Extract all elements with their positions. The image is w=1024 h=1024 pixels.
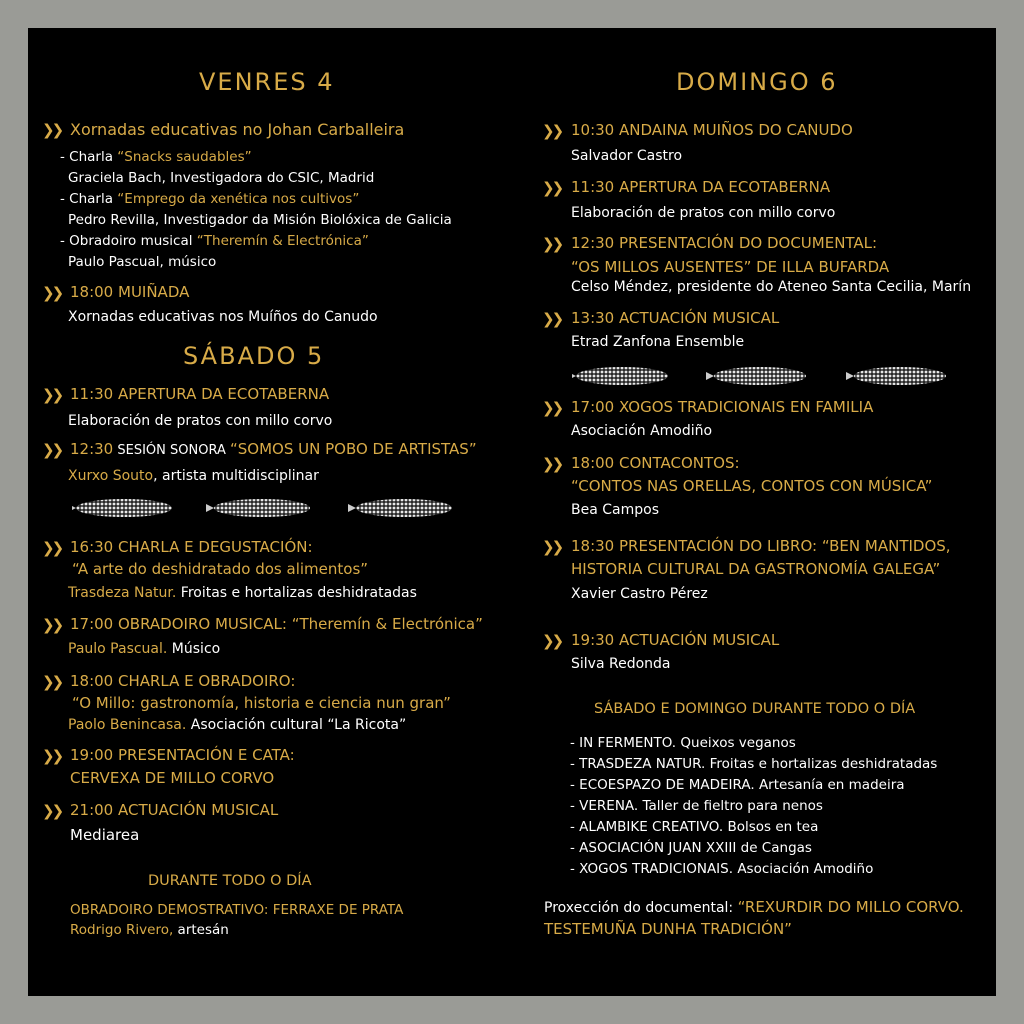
corn-cob-icon	[206, 499, 310, 517]
event-subtitle: “CONTOS NAS ORELLAS, CONTOS CON MÚSICA”	[571, 477, 933, 495]
talk-line	[60, 191, 359, 207]
all-day-item: OBRADOIRO DEMOSTRATIVO: FERRAXE DE PRATA	[70, 902, 404, 918]
event-title: 18:00 CHARLA E OBRADOIRO:	[70, 672, 296, 690]
event-type: SESIÓN SONORA	[113, 443, 230, 458]
double-chevron-icon: ❯❯	[42, 539, 62, 557]
event-subtitle: HISTORIA CULTURAL DA GASTRONOMÍA GALEGA”	[571, 560, 941, 578]
screening-line	[544, 898, 964, 916]
screening-title: “REXURDIR DO MILLO CORVO.	[737, 898, 964, 916]
day-heading-sabado: SÁBADO 5	[183, 342, 325, 370]
event-subtitle: “OS MILLOS AUSENTES” DE ILLA BUFARDA	[571, 258, 890, 276]
double-chevron-icon: ❯❯	[542, 632, 562, 650]
corn-cob-icon	[72, 499, 172, 517]
vendor-item: - ALAMBIKE CREATIVO. Bolsos en tea	[570, 819, 819, 835]
producer-desc: Froitas e hortalizas deshidratadas	[176, 585, 417, 601]
all-day-heading: DURANTE TODO O DÍA	[148, 873, 312, 889]
double-chevron-icon: ❯❯	[42, 673, 62, 691]
event-title: 19:30 ACTUACIÓN MUSICAL	[571, 631, 780, 649]
event-name: “SOMOS UN POBO DE ARTISTAS”	[229, 440, 477, 458]
performer-role: Músico	[167, 641, 221, 657]
weekend-heading: SÁBADO E DOMINGO DURANTE TODO O DÍA	[594, 701, 916, 717]
artisan-role: artesán	[173, 922, 229, 938]
event-subtitle: “O Millo: gastronomía, historia e ciencia nun gran”	[72, 694, 451, 712]
double-chevron-icon: ❯❯	[42, 121, 62, 139]
speaker-line: Pedro Revilla, Investigador da Misión Biolóxica de Galicia	[68, 212, 452, 228]
event-title: 11:30 APERTURA DA ECOTABERNA	[70, 385, 330, 403]
program-panel	[28, 28, 996, 996]
double-chevron-icon: ❯❯	[542, 310, 562, 328]
talk-line	[60, 149, 252, 165]
double-chevron-icon: ❯❯	[542, 122, 562, 140]
double-chevron-icon: ❯❯	[42, 747, 62, 765]
double-chevron-icon: ❯❯	[542, 455, 562, 473]
vendor-item: - ASOCIACIÓN JUAN XXIII de Cangas	[570, 840, 812, 856]
event-title: 13:30 ACTUACIÓN MUSICAL	[571, 309, 780, 327]
vendor-item: - ECOESPAZO DE MADEIRA. Artesanía en madeira	[570, 777, 905, 793]
event-title: 11:30 APERTURA DA ECOTABERNA	[571, 178, 831, 196]
event-detail	[68, 717, 406, 733]
event-title: 10:30 ANDAINA MUIÑOS DO CANUDO	[571, 121, 853, 139]
event-title: 19:00 PRESENTACIÓN E CATA:	[70, 746, 295, 764]
event-title: 21:00 ACTUACIÓN MUSICAL	[70, 801, 279, 819]
corn-cob-icon	[348, 499, 452, 517]
double-chevron-icon: ❯❯	[542, 179, 562, 197]
event-detail: Asociación Amodiño	[571, 423, 713, 439]
double-chevron-icon: ❯❯	[542, 235, 562, 253]
corn-cob-row	[572, 362, 972, 390]
double-chevron-icon: ❯❯	[42, 284, 62, 302]
event-detail: Elaboración de pratos con millo corvo	[68, 413, 333, 429]
event-title: 12:30 PRESENTACIÓN DO DOCUMENTAL:	[571, 234, 878, 252]
event-detail: Bea Campos	[571, 502, 659, 518]
all-day-item	[70, 922, 229, 938]
talk-prefix: - Charla	[60, 149, 118, 165]
speaker-name: Paolo Benincasa.	[68, 717, 187, 733]
event-detail	[68, 641, 220, 657]
double-chevron-icon: ❯❯	[542, 538, 562, 556]
event-subtitle: CERVEXA DE MILLO CORVO	[70, 769, 275, 787]
event-time: 12:30	[70, 440, 114, 458]
event-title: 18:00 CONTACONTOS:	[571, 454, 740, 472]
vendor-item: - IN FERMENTO. Queixos veganos	[570, 735, 796, 751]
talk-prefix: - Charla	[60, 191, 118, 207]
day-heading-venres: VENRES 4	[199, 68, 335, 96]
vendor-item: - TRASDEZA NATUR. Froitas e hortalizas deshidratadas	[570, 756, 938, 772]
double-chevron-icon: ❯❯	[42, 802, 62, 820]
event-subtitle: “A arte do deshidratado dos alimentos”	[72, 560, 369, 578]
event-title: 18:00 MUIÑADA	[70, 283, 190, 301]
event-detail: Salvador Castro	[571, 148, 683, 164]
event-detail: Elaboración de pratos con millo corvo	[571, 205, 836, 221]
event-title	[70, 440, 477, 458]
double-chevron-icon: ❯❯	[542, 399, 562, 417]
event-detail: Silva Redonda	[571, 656, 671, 672]
double-chevron-icon: ❯❯	[42, 441, 62, 459]
vendor-item: - XOGOS TRADICIONAIS. Asociación Amodiño	[570, 861, 874, 877]
event-title: 18:30 PRESENTACIÓN DO LIBRO: “BEN MANTIDOS,	[571, 537, 951, 555]
event-detail	[68, 468, 319, 484]
talk-title: “Snacks saudables”	[117, 149, 252, 165]
producer-name: Trasdeza Natur.	[68, 585, 177, 601]
event-detail	[68, 585, 417, 601]
speaker-org: Asociación cultural “La Ricota”	[186, 717, 407, 733]
day-heading-domingo: DOMINGO 6	[676, 68, 838, 96]
event-title: 16:30 CHARLA E DEGUSTACIÓN:	[70, 538, 313, 556]
talk-prefix: - Obradoiro musical	[60, 233, 197, 249]
corn-cob-row	[72, 494, 472, 522]
corn-cob-icon	[572, 367, 668, 385]
event-title: Xornadas educativas no Johan Carballeira	[70, 120, 405, 139]
performer-role: , artista multidisciplinar	[153, 468, 319, 484]
talk-line	[60, 233, 369, 249]
performer-name: Xurxo Souto	[68, 468, 154, 484]
artisan-name: Rodrigo Rivero,	[70, 922, 174, 938]
event-detail: Xornadas educativas nos Muíños do Canudo	[68, 309, 378, 325]
screening-title-cont: TESTEMUÑA DUNHA TRADICIÓN”	[544, 920, 792, 938]
event-detail: Celso Méndez, presidente do Ateneo Santa Cecilia, Marín	[571, 279, 972, 295]
event-title: 17:00 XOGOS TRADICIONAIS EN FAMILIA	[571, 398, 874, 416]
event-detail: Etrad Zanfona Ensemble	[571, 334, 745, 350]
double-chevron-icon: ❯❯	[42, 386, 62, 404]
double-chevron-icon: ❯❯	[42, 616, 62, 634]
corn-cob-icon	[846, 367, 946, 385]
speaker-line: Paulo Pascual, músico	[68, 254, 217, 270]
talk-title: “Emprego da xenética nos cultivos”	[117, 191, 360, 207]
speaker-line: Graciela Bach, Investigadora do CSIC, Madrid	[68, 170, 375, 186]
vendor-item: - VERENA. Taller de fieltro para nenos	[570, 798, 823, 814]
screening-label: Proxección do documental:	[544, 900, 738, 916]
event-title: 17:00 OBRADOIRO MUSICAL: “Theremín & Electrónica”	[70, 615, 483, 633]
performer-name: Paulo Pascual.	[68, 641, 168, 657]
corn-cob-icon	[706, 367, 806, 385]
event-detail: Mediarea	[70, 826, 140, 844]
event-detail: Xavier Castro Pérez	[571, 586, 708, 602]
talk-title: “Theremín & Electrónica”	[196, 233, 369, 249]
